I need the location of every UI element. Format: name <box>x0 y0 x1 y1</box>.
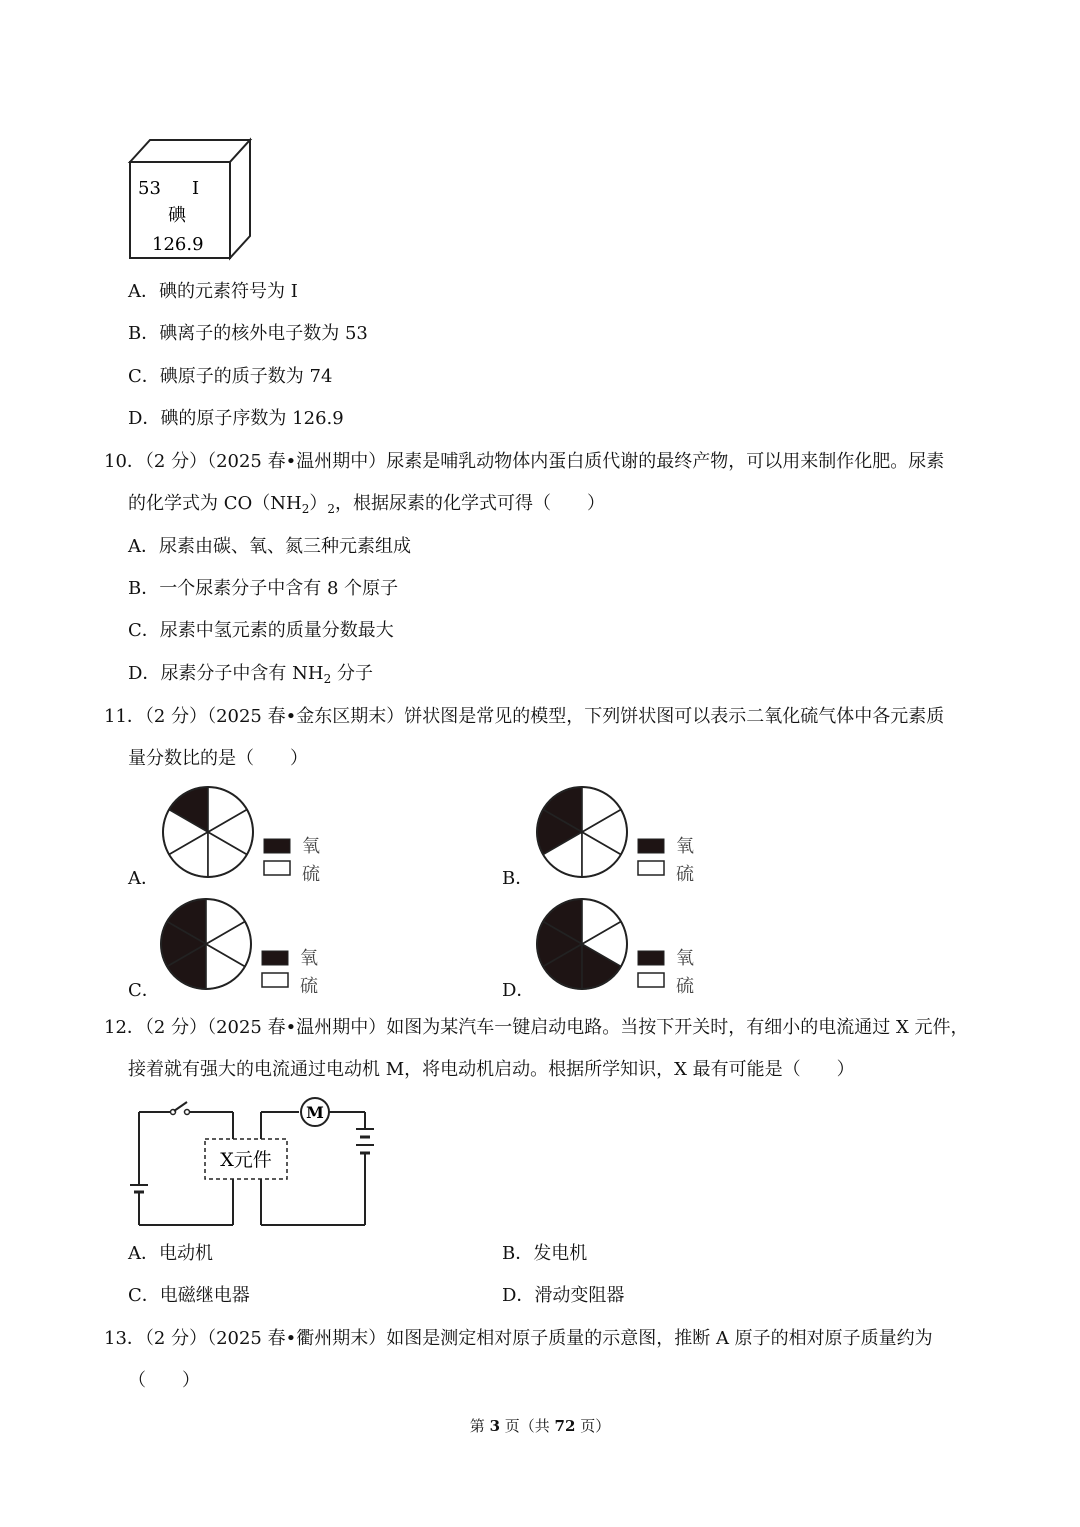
q10-stem-line1: 10．（2 分）（2025 春•温州期中）尿素是哺乳动物体内蛋白质代谢的最终产物，可以用来制作化肥。尿素 <box>104 451 945 472</box>
q11-option-a-letter: A． <box>128 868 159 889</box>
legend-sulfur-swatch <box>638 973 664 987</box>
page-footer: 第 3 页（共 72 页） <box>469 1417 611 1435</box>
circuit-diagram <box>125 1093 375 1233</box>
element-mass: 126.9 <box>152 234 204 255</box>
element-card-iodine <box>120 132 260 264</box>
q9-option-b: B．碘离子的核外电子数为 53 <box>128 323 368 344</box>
legend-sulfur-swatch <box>262 973 288 987</box>
q12-option-c: C．电磁继电器 <box>128 1285 250 1306</box>
page-number: 3 <box>489 1417 500 1435</box>
q13-stem-line1: 13．（2 分）（2025 春•衢州期末）如图是测定相对原子质量的示意图，推断 A 原子的相对原子质量约为 <box>104 1328 933 1349</box>
pie-chart-c <box>158 898 318 998</box>
legend-sulfur-label: 硫 <box>300 976 318 997</box>
element-name: 碘 <box>168 205 186 226</box>
q10-option-a: A．尿素由碳、氧、氮三种元素组成 <box>128 536 411 557</box>
q10-option-c: C．尿素中氢元素的质量分数最大 <box>128 620 394 641</box>
legend-oxygen-label: 氧 <box>302 836 320 857</box>
element-number: 53 <box>138 178 161 199</box>
q11-option-c-letter: C． <box>128 980 160 1001</box>
q10-stem-line2: 的化学式为 $CO(NH_2)_2$，根据尿素的化学式可得（ ） <box>128 493 605 516</box>
legend-sulfur-swatch <box>638 861 664 875</box>
q10-option-b: B．一个尿素分子中含有 8 个原子 <box>128 578 399 599</box>
q9-option-a: A．碘的元素符号为 I <box>128 281 298 302</box>
q11-option-d-letter: D． <box>502 980 535 1001</box>
legend-oxygen-swatch <box>638 839 664 853</box>
legend-oxygen-swatch <box>264 839 290 853</box>
x-component-label: X元件 <box>220 1149 272 1171</box>
q12-option-d: D．滑动变阻器 <box>502 1285 625 1306</box>
legend-sulfur-swatch <box>264 861 290 875</box>
q11-stem-line1: 11．（2 分）（2025 春•金东区期末）饼状图是常见的模型，下列饼状图可以表示二氧化硫气体中各元素质 <box>104 706 945 727</box>
motor-label: M <box>306 1103 324 1122</box>
legend-sulfur-label: 硫 <box>676 976 694 997</box>
legend-sulfur-label: 硫 <box>302 864 320 885</box>
page-total: 72 <box>554 1417 576 1435</box>
q12-option-a: A．电动机 <box>128 1243 213 1264</box>
q11-stem-line2: 量分数比的是（ ） <box>128 748 308 769</box>
q9-option-c: C．碘原子的质子数为 74 <box>128 366 333 387</box>
q11-option-b-letter: B． <box>502 868 534 889</box>
legend-sulfur-label: 硫 <box>676 864 694 885</box>
pie-chart-d <box>534 898 694 998</box>
legend-oxygen-swatch <box>638 951 664 965</box>
pie-chart-a <box>160 786 320 886</box>
q12-stem-line1: 12．（2 分）（2025 春•温州期中）如图为某汽车一键启动电路。当按下开关时，有细小的电流通过 X 元件， <box>104 1017 969 1038</box>
legend-oxygen-swatch <box>262 951 288 965</box>
legend-oxygen-label: 氧 <box>300 948 318 969</box>
legend-oxygen-label: 氧 <box>676 948 694 969</box>
q12-option-b: B．发电机 <box>502 1243 588 1264</box>
legend-oxygen-label: 氧 <box>676 836 694 857</box>
q12-stem-line2: 接着就有强大的电流通过电动机 M，将电动机启动。根据所学知识，X 最有可能是（ ） <box>128 1059 855 1080</box>
pie-chart-b <box>534 786 694 886</box>
q9-option-d: D．碘的原子序数为 126.9 <box>128 408 344 429</box>
q13-stem-line2: （ ） <box>128 1370 200 1391</box>
q10-option-d: D．尿素分子中含有 $NH_2$ 分子 <box>128 663 373 686</box>
element-symbol: I <box>192 178 200 199</box>
